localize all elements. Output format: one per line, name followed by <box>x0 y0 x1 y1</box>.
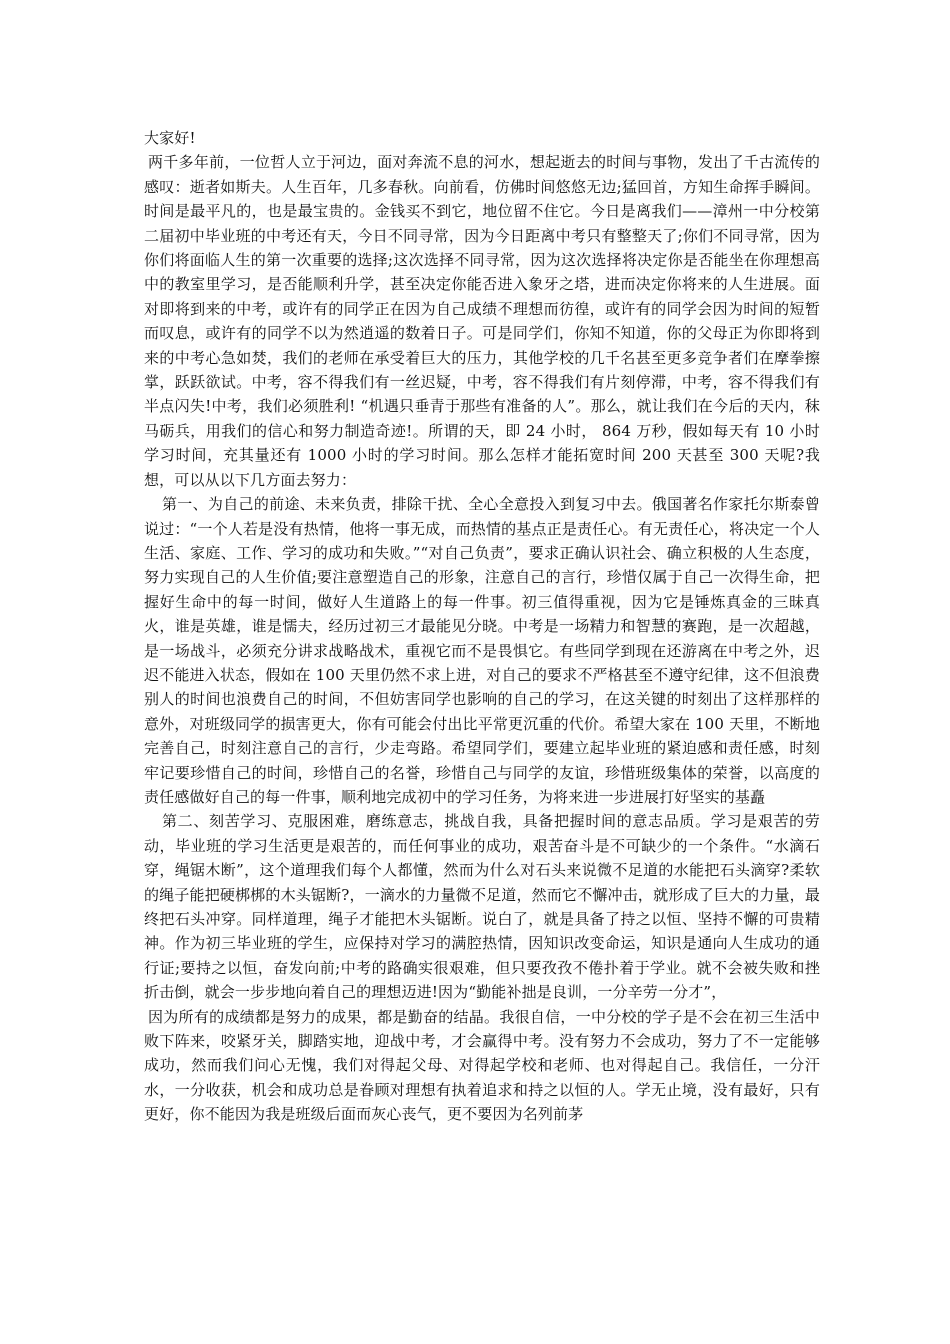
paragraph-intro: 两千多年前，一位哲人立于河边，面对奔流不息的河水，想起逝去的时间与事物，发出了千古流传的感叹：逝者如斯夫。人生百年，几多春秋。向前看，仿佛时间悠悠无边;猛回首，方知生命挥手瞬间。时间是最平凡的，也是最宝贵的。金钱买不到它，地位留不住它。今日是离我们——漳州一中分校第二届初中毕业班的中考还有天，今日不同寻常，因为今日距离中考只有整整天了;你们不同寻常，因为你们将面临人生的第一次重要的选择;这次选择不同寻常，因为这次选择将决定你是否能坐在你理想高中的教室里学习，是否能顺利升学，甚至决定你能否进入象牙之塔，进而决定你将来的人生进展。面对即将到来的中考，或许有的同学正在因为自己成绩不理想而彷徨，或许有的同学会因为时间的短暂而叹息，或许有的同学不以为然逍遥的数着日子。可是同学们，你知不知道，你的父母正为你即将到来的中考心急如焚，我们的老师在承受着巨大的压力，其他学校的几千名甚至更多竞争者们在摩拳擦掌，跃跃欲试。中考，容不得我们有一丝迟疑，中考，容不得我们有片刻停滞，中考，容不得我们有半点闪失!中考，我们必须胜利! “机遇只垂青于那些有准备的人”。那么，就让我们在今后的天内，秣马砺兵，用我们的信心和努力制造奇迹!。所谓的天，即 24 小时， 864 万秒，假如每天有 10 小时学习时间，充其量还有 1000 小时的学习时间。那么怎样才能拓宽时间 200 天甚至 300 天呢?我想，可以从以下几方面去努力： <box>144 153 820 489</box>
paragraph-first-point: 第一、为自己的前途、未来负责，排除干扰、全心全意投入到复习中去。俄国著名作家托尔斯泰曾说过：“一个人若是没有热情，他将一事无成，而热情的基点正是责任心。有无责任心，将决定一个人生活、家庭、工作、学习的成功和失败。”“对自己负责”，要求正确认识社会、确立积极的人生态度，努力实现自己的人生价值;要注意塑造自己的形象，注意自己的言行，珍惜仅属于自己一次得生命，把握好生命中的每一时间，做好人生道路上的每一件事。初三值得重视，因为它是锤炼真金的三昧真火，谁是英雄，谁是懦夫，经历过初三才最能见分晓。中考是一场精力和智慧的赛跑，是一次超越，是一场战斗，必须充分讲求战略战术，重视它而不是畏惧它。有些同学到现在还游离在中考之外，迟迟不能进入状态，假如在 100 天里仍然不求上进，对自己的要求不严格甚至不遵守纪律，这不但浪费别人的时间也浪费自己的时间，不但妨害同学也影响的自己的学习，在这关键的时刻出了这样那样的意外，对班级同学的损害更大，你有可能会付出比平常更沉重的代价。希望大家在 100 天里，不断地完善自己，时刻注意自己的言行，少走弯路。希望同学们，要建立起毕业班的紧迫感和责任感，时刻牢记要珍惜自己的时间，珍惜自己的名誉，珍惜自己与同学的友谊，珍惜班级集体的荣誉，以高度的责任感做好自己的每一件事，顺利地完成初中的学习任务，为将来进一步进展打好坚实的基矗 <box>144 495 820 806</box>
paragraph-conclusion: 因为所有的成绩都是努力的成果，都是勤奋的结晶。我很自信，一中分校的学子是不会在初三生活中败下阵来，咬紧牙关，脚踏实地，迎战中考，才会赢得中考。没有努力不会成功，努力了不一定能够成功，然而我们问心无愧，我们对得起父母、对得起学校和老师、也对得起自己。我信任，一分汗水，一分收获，机会和成功总是眷顾对理想有执着追求和持之以恒的人。学无止境，没有最好，只有更好，你不能因为我是班级后面而灰心丧气，更不要因为名列前茅 <box>144 1007 820 1124</box>
greeting-line: 大家好! <box>144 129 196 147</box>
document-body <box>144 126 820 1127</box>
paragraph-second-point: 第二、刻苦学习、克服困难，磨练意志，挑战自我，具备把握时间的意志品质。学习是艰苦的劳动，毕业班的学习生活更是艰苦的，而任何事业的成功，艰苦奋斗是不可缺少的一个条件。“水滴石穿，绳锯木断”，这个道理我们每个人都懂，然而为什么对石头来说微不足道的水能把石头滴穿?柔软的绳子能把硬梆梆的木头锯断?，一滴水的力量微不足道，然而它不懈冲击，就形成了巨大的力量，最终把石头冲穿。同样道理，绳子才能把木头锯断。说白了，就是具备了持之以恒、坚持不懈的可贵精神。作为初三毕业班的学生，应保持对学习的满腔热情，因知识改变命运，知识是通向人生成功的通行证;要持之以恒，奋发向前;中考的路确实很艰难，但只要孜孜不倦扑着于学业。就不会被失败和挫折击倒，就会一步步地向着自己的理想迈进!因为“勤能补拙是良训，一分辛劳一分才”， <box>144 812 820 1002</box>
